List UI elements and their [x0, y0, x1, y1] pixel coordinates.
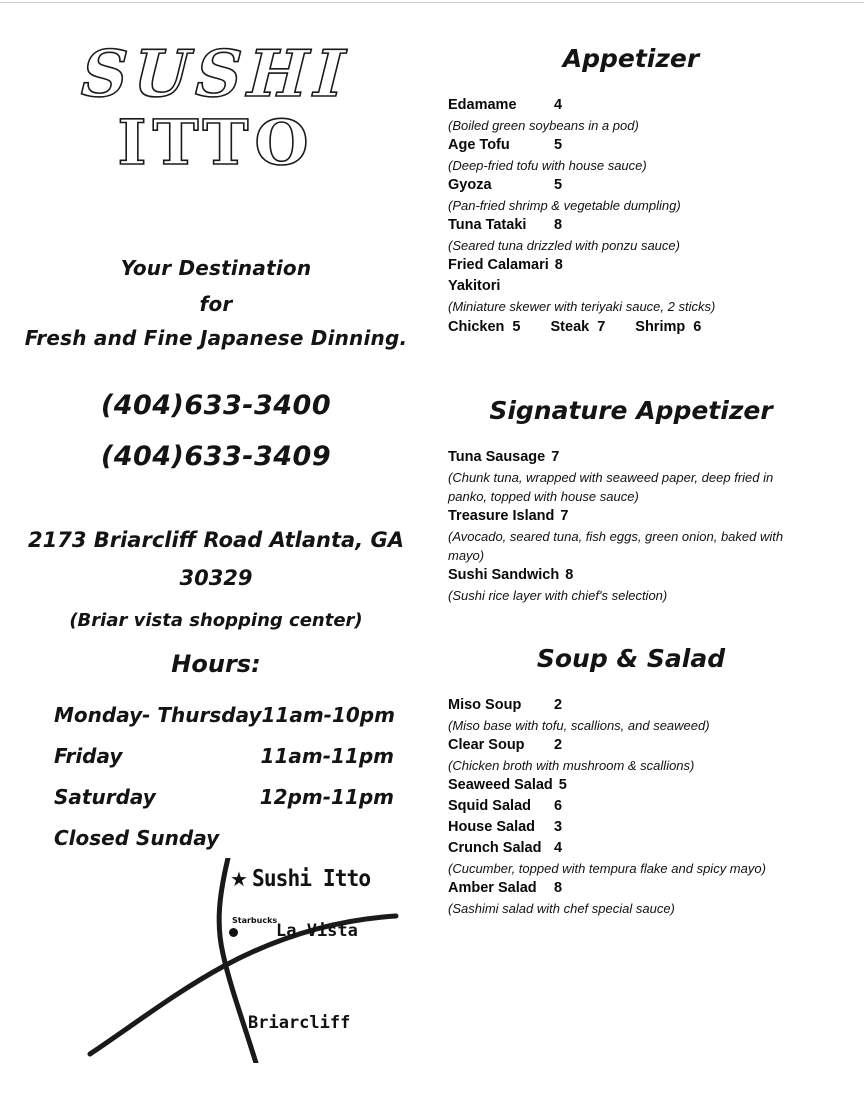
hours-day-label: Monday- Thursday	[54, 703, 262, 727]
menu-items-list	[440, 447, 860, 605]
menu-item-description: (Pan-fried shrimp & vegetable dumpling)	[448, 198, 681, 213]
menu-item-name: Clear Soup	[448, 737, 525, 753]
menu-item-row	[448, 255, 860, 276]
menu-item-description: (Sushi rice layer with chief's selection)	[448, 588, 668, 603]
menu-item-price: 8	[565, 567, 574, 583]
menu-item-row	[448, 447, 860, 468]
menu-item-description: (Chicken broth with mushroom & scallions)	[448, 758, 695, 773]
logo-line-sushi: SUSHI	[79, 37, 353, 112]
menu-items-list	[440, 95, 860, 338]
menu-item-row	[448, 817, 860, 838]
menu-item-description: (Deep-fried tofu with house sauce)	[448, 158, 647, 173]
tagline-line-2: for	[199, 292, 233, 316]
hours-row	[54, 741, 394, 782]
menu-items-list	[440, 695, 860, 918]
menu-item-row	[448, 796, 860, 817]
section-title: Signature Appetizer	[489, 396, 773, 425]
menu-item-row	[448, 878, 860, 899]
menu-item-price: 6	[554, 798, 563, 814]
menu-item-row	[448, 838, 860, 859]
menu-item-row	[448, 276, 860, 297]
menu-item-price: 2	[554, 737, 563, 753]
hours-time-value: 12pm-11pm	[259, 785, 394, 809]
menu-item-row	[448, 506, 860, 527]
menu-item-price: 3	[554, 819, 563, 835]
hours-time-value: 11am-10pm	[261, 703, 395, 727]
menu-item-price: 8	[554, 880, 563, 896]
tagline-line-1: Your Destination	[120, 256, 312, 280]
menu-variant-price: 5	[512, 319, 521, 335]
menu-item-description: (Seared tuna drizzled with ponzu sauce)	[448, 238, 680, 253]
sushi-itto-star-icon: ★	[230, 869, 248, 891]
menu-item-price: 2	[554, 697, 563, 713]
menu-section-soup-and-salad	[440, 644, 860, 918]
menu-item-row	[448, 215, 860, 236]
menu-item-name: Yakitori	[448, 278, 501, 294]
logo-line-itto: ITTO	[117, 106, 315, 180]
menu-item-name: Age Tofu	[448, 137, 510, 153]
menu-item-price: 4	[554, 840, 563, 856]
hours-row	[54, 700, 394, 741]
menu-item-name: Edamame	[448, 97, 517, 113]
hours-day-label: Closed Sunday	[54, 826, 220, 850]
menu-item-row	[448, 565, 860, 586]
menu-item-price: 8	[554, 217, 563, 233]
menu-item-price: 7	[551, 449, 560, 465]
menu-item-name: Sushi Sandwich	[448, 567, 560, 583]
menu-item-name: Squid Salad	[448, 798, 531, 814]
menu-item-price: 5	[554, 137, 563, 153]
phone-number-primary[interactable]: (404)633-3400	[100, 390, 332, 421]
menu-item-row	[448, 775, 860, 796]
menu-item-name: Seaweed Salad	[448, 777, 553, 793]
menu-item-name: Tuna Tataki	[448, 217, 527, 233]
hours-time-value: 11am-11pm	[260, 744, 394, 768]
menu-item-description: (Boiled green soybeans in a pod)	[448, 118, 639, 133]
menu-item-description: (Avocado, seared tuna, fish eggs, green onion, baked with mayo)	[448, 529, 784, 563]
tagline-line-3: Fresh and Fine Japanese Dinning.	[24, 326, 408, 350]
section-title: Soup & Salad	[536, 644, 726, 673]
menu-item-price: 5	[558, 777, 567, 793]
menu-item-name: House Salad	[448, 819, 536, 835]
menu-variant-name: Steak	[550, 319, 590, 335]
address-note: (Briar vista shopping center)	[69, 610, 363, 631]
menu-item-description: (Cucumber, topped with tempura flake and spicy mayo)	[448, 861, 766, 876]
menu-variant-price: 7	[597, 319, 606, 335]
menu-item-price: 4	[554, 97, 563, 113]
menu-item-name: Fried Calamari	[448, 257, 549, 273]
menu-item-description: (Miso base with tofu, scallions, and seaweed)	[448, 718, 710, 733]
menu-variant-name: Shrimp	[635, 319, 686, 335]
menu-item-name: Gyoza	[448, 177, 492, 193]
menu-item-name: Crunch Salad	[448, 840, 542, 856]
hours-day-label: Saturday	[54, 785, 156, 809]
hours-day-label: Friday	[54, 744, 123, 768]
address-line-2: 30329	[179, 566, 253, 590]
menu-variant-price: 6	[693, 319, 702, 335]
menu-item-variant-row	[448, 316, 860, 338]
menu-item-price: 8	[554, 257, 563, 273]
map-label-la-vista: La Vista	[276, 921, 358, 941]
map-label-briarcliff: Briarcliff	[248, 1013, 351, 1033]
menu-item-price: 5	[554, 177, 563, 193]
hours-list	[54, 700, 394, 864]
map-label-starbucks: Starbucks	[232, 916, 278, 925]
map-label-sushi-itto: Sushi Itto	[252, 866, 371, 892]
menu-item-name: Amber Salad	[448, 880, 537, 896]
menu-variant-name: Chicken	[448, 319, 505, 335]
menu-section-appetizer	[440, 44, 860, 338]
menu-item-description: (Chunk tuna, wrapped with seaweed paper, deep fried in panko, topped with house sauce)	[448, 470, 774, 504]
menu-item-row	[448, 695, 860, 716]
hours-heading: Hours:	[171, 650, 261, 678]
location-map	[80, 858, 400, 1063]
menu-item-row	[448, 135, 860, 156]
right-column	[432, 0, 864, 1116]
menu-item-description: (Sashimi salad with chef special sauce)	[448, 901, 675, 916]
restaurant-logo	[0, 37, 432, 180]
menu-item-name: Miso Soup	[448, 697, 522, 713]
menu-item-row	[448, 735, 860, 756]
starbucks-dot-icon	[229, 928, 238, 937]
address-line-1: 2173 Briarcliff Road Atlanta, GA	[27, 528, 404, 552]
menu-item-row	[448, 95, 860, 116]
section-title: Appetizer	[562, 44, 700, 73]
menu-item-name: Tuna Sausage	[448, 449, 546, 465]
menu-item-description: (Miniature skewer with teriyaki sauce, 2 sticks)	[448, 299, 716, 314]
hours-row	[54, 782, 394, 823]
menu-item-row	[448, 175, 860, 196]
menu-item-price: 7	[560, 508, 569, 524]
menu-section-signature-appetizer	[440, 396, 860, 605]
menu-item-name: Treasure Island	[448, 508, 555, 524]
phone-number-secondary[interactable]: (404)633-3409	[100, 441, 332, 472]
